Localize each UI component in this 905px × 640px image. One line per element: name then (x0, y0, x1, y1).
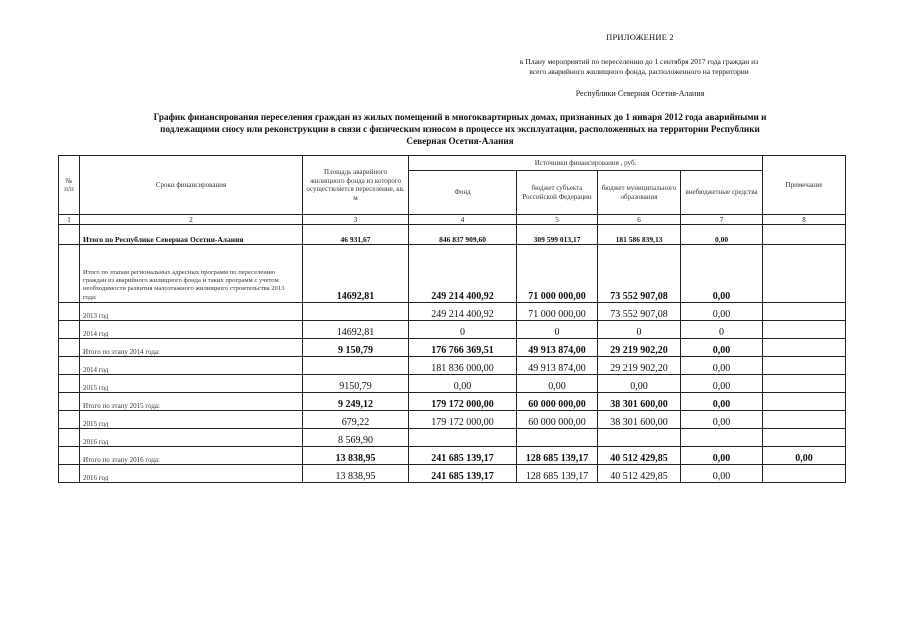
total-subject-budget: 309 599 013,17 (517, 225, 598, 245)
area-cell: 13 838,95 (303, 465, 409, 483)
column-number: 2 (80, 215, 303, 225)
fund-cell: 181 836 000,00 (409, 357, 517, 375)
total-area: 46 931,67 (303, 225, 409, 245)
column-number-row (59, 215, 846, 225)
total-municipal-budget: 181 586 839,13 (598, 225, 681, 245)
year-row (59, 321, 846, 339)
fund-cell: 176 766 369,51 (409, 339, 517, 357)
subject-budget-cell: 49 913 874,00 (517, 339, 598, 357)
extrabudgetary-cell: 0,00 (681, 357, 763, 375)
total-extrabudgetary: 0,00 (681, 225, 763, 245)
fund-cell: 249 214 400,92 (409, 303, 517, 321)
row-label: Итого по этапу 2015 года: (80, 393, 303, 411)
row-num-cell (59, 321, 80, 339)
subject-budget-cell: 0 (517, 321, 598, 339)
year-row (59, 465, 846, 483)
note-cell (763, 339, 846, 357)
area-cell: 9150,79 (303, 375, 409, 393)
fund-cell: 179 172 000,00 (409, 411, 517, 429)
year-row (59, 429, 846, 447)
extrabudgetary-cell: 0,00 (681, 465, 763, 483)
extrabudgetary-cell: 0,00 (681, 447, 763, 465)
header-subject-budget: бюджет субъекта Российской Федерации (517, 171, 598, 215)
stage-block-note (763, 245, 846, 303)
row-num-cell (59, 465, 80, 483)
area-cell (303, 357, 409, 375)
note-cell (763, 321, 846, 339)
extrabudgetary-cell: 0,00 (681, 339, 763, 357)
year-row (59, 357, 846, 375)
total-label: Итого по Республике Северная Осетии-Алания (80, 225, 303, 245)
column-number: 1 (59, 215, 80, 225)
column-number: 4 (409, 215, 517, 225)
row-num-cell (59, 245, 80, 303)
header-municipal-budget: бюджет муниципального образования (598, 171, 681, 215)
row-label: Итого по этапу 2016 года: (80, 447, 303, 465)
fund-cell: 179 172 000,00 (409, 393, 517, 411)
area-cell: 8 569,90 (303, 429, 409, 447)
stage-block-subject-budget: 71 000 000,00 (517, 245, 598, 303)
note-cell (763, 465, 846, 483)
row-label: 2015 год (80, 375, 303, 393)
stage-total-row (59, 447, 846, 465)
year-row (59, 303, 846, 321)
total-row (59, 225, 846, 245)
stage-block-fund: 249 214 400,92 (409, 245, 517, 303)
row-label: 2013 год (80, 303, 303, 321)
municipal-budget-cell: 29 219 902,20 (598, 339, 681, 357)
area-cell: 679,22 (303, 411, 409, 429)
appendix-label: ПРИЛОЖЕНИЕ 2 (606, 32, 674, 42)
subject-budget-cell: 0,00 (517, 375, 598, 393)
municipal-budget-cell: 29 219 902,20 (598, 357, 681, 375)
extrabudgetary-cell: 0,00 (681, 303, 763, 321)
reference-line: всего аварийного жилищного фонда, расположенного на территории (529, 66, 749, 76)
stage-total-row (59, 393, 846, 411)
row-label: 2014 год (80, 321, 303, 339)
subject-budget-cell: 60 000 000,00 (517, 411, 598, 429)
stage-block-label: Итого по этапам региональных адресных программ по переселению граждан из аварийного жилищного фонда и таких программ с учетом необходимости развития малоэтажного жилищного строительства 2013 года: (80, 245, 303, 303)
header-num: № п/п (59, 156, 80, 215)
row-num-cell (59, 429, 80, 447)
note-cell (763, 357, 846, 375)
municipal-budget-cell: 73 552 907,08 (598, 303, 681, 321)
municipal-budget-cell: 0 (598, 321, 681, 339)
title-line: График финансирования переселения граждан из жилых помещений в многоквартирных домах, признанных до 1 января 2012 года аварийными и (153, 112, 767, 122)
subject-budget-cell: 60 000 000,00 (517, 393, 598, 411)
area-cell: 9 150,79 (303, 339, 409, 357)
stage-block-area: 14692,81 (303, 245, 409, 303)
header-note: Примечание (763, 156, 846, 215)
header-row (59, 156, 846, 171)
note-cell (763, 411, 846, 429)
extrabudgetary-cell: 0,00 (681, 411, 763, 429)
municipal-budget-cell: 38 301 600,00 (598, 393, 681, 411)
fund-cell: 241 685 139,17 (409, 447, 517, 465)
column-number: 6 (598, 215, 681, 225)
row-num-cell (59, 303, 80, 321)
area-cell: 13 838,95 (303, 447, 409, 465)
row-label: 2016 год (80, 429, 303, 447)
header-sources: Источники финансирования , руб. (409, 156, 763, 171)
row-num-cell (59, 357, 80, 375)
fund-cell: 0 (409, 321, 517, 339)
note-cell: 0,00 (763, 447, 846, 465)
area-cell: 14692,81 (303, 321, 409, 339)
municipal-budget-cell (598, 429, 681, 447)
row-num-cell (59, 375, 80, 393)
extrabudgetary-cell: 0 (681, 321, 763, 339)
header-fund: Фонд (409, 171, 517, 215)
row-label: 2014 год (80, 357, 303, 375)
title-line: Северная Осетия-Алания (406, 136, 514, 146)
document-title (55, 111, 865, 147)
row-num-cell (59, 447, 80, 465)
fund-cell: 0,00 (409, 375, 517, 393)
extrabudgetary-cell: 0,00 (681, 393, 763, 411)
region-name: Республики Северная Осетия-Алания (575, 89, 705, 98)
subject-budget-cell: 128 685 139,17 (517, 447, 598, 465)
stage-block-row (59, 245, 846, 303)
row-num-cell (59, 393, 80, 411)
note-cell (763, 375, 846, 393)
total-fund: 846 837 909,60 (409, 225, 517, 245)
column-number: 3 (303, 215, 409, 225)
year-row (59, 411, 846, 429)
subject-budget-cell: 71 000 000,00 (517, 303, 598, 321)
header-period: Сроки финансирования (80, 156, 303, 215)
header-extrabudgetary: внебюджетные средства (681, 171, 763, 215)
reference-line: к Плану мероприятий по переселению до 1 сентября 2017 года граждан из (519, 57, 759, 66)
stage-block-municipal-budget: 73 552 907,08 (598, 245, 681, 303)
note-cell (763, 393, 846, 411)
extrabudgetary-cell: 0,00 (681, 375, 763, 393)
municipal-budget-cell: 38 301 600,00 (598, 411, 681, 429)
header-area: Площадь аварийного жилищного фонда из которого осуществляется переселение, кв. м (303, 156, 409, 215)
area-cell (303, 303, 409, 321)
row-num-cell (59, 225, 80, 245)
area-cell: 9 249,12 (303, 393, 409, 411)
municipal-budget-cell: 0,00 (598, 375, 681, 393)
financing-table (58, 155, 846, 483)
row-label: Итого по этапу 2014 года: (80, 339, 303, 357)
extrabudgetary-cell (681, 429, 763, 447)
note-cell (763, 429, 846, 447)
subject-budget-cell: 128 685 139,17 (517, 465, 598, 483)
total-note (763, 225, 846, 245)
reference-text (478, 57, 800, 76)
fund-cell: 241 685 139,17 (409, 465, 517, 483)
row-label: 2016 год (80, 465, 303, 483)
stage-block-extrabudgetary: 0,00 (681, 245, 763, 303)
stage-total-row (59, 339, 846, 357)
note-cell (763, 303, 846, 321)
column-number: 8 (763, 215, 846, 225)
subject-budget-cell: 49 913 874,00 (517, 357, 598, 375)
row-label: 2015 год (80, 411, 303, 429)
municipal-budget-cell: 40 512 429,85 (598, 465, 681, 483)
row-num-cell (59, 411, 80, 429)
fund-cell (409, 429, 517, 447)
municipal-budget-cell: 40 512 429,85 (598, 447, 681, 465)
row-num-cell (59, 339, 80, 357)
column-number: 5 (517, 215, 598, 225)
year-row (59, 375, 846, 393)
column-number: 7 (681, 215, 763, 225)
title-line: подлежащими сносу или реконструкции в связи с физическим износом в процессе их эксплуатации, расположенных на территории Республики (160, 124, 760, 134)
subject-budget-cell (517, 429, 598, 447)
